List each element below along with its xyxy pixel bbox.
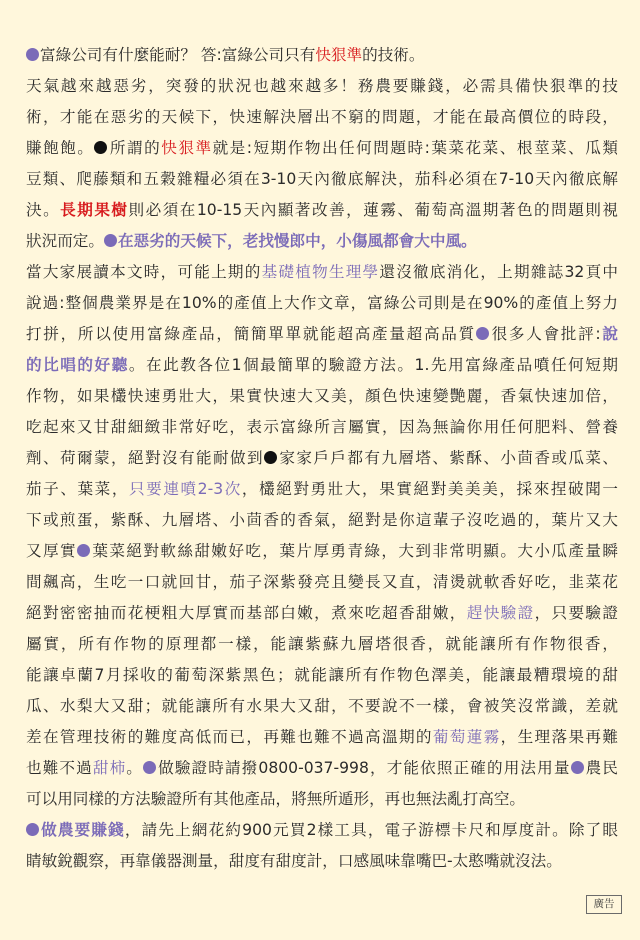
- text-segment: ，請先上網花約900元買2樣工具，電子游標卡尺和厚度計。除了眼: [124, 821, 618, 839]
- article-line: [26, 164, 618, 195]
- article-line: [26, 753, 618, 784]
- text-segment: 豆類、爬藤類和五穀雜糧必須在3-10天內徹底解決，茄科必須在7-10天內徹底解: [26, 170, 618, 188]
- text-segment: 睛敏銳觀察，再靠儀器測量，甜度有甜度計，口感風味靠嘴巴-太憨嘴就沒法。: [26, 852, 562, 870]
- article-line: [26, 381, 618, 412]
- article-line: [26, 629, 618, 660]
- article-line: [26, 257, 618, 288]
- text-segment: 也難不過: [26, 759, 93, 777]
- article-line: [26, 226, 618, 257]
- text-segment: 作物，如果欉快速勇壯大，果實快速大又美，顏色快速變艷麗，香氣快速加倍，: [26, 387, 618, 405]
- text-segment: 說過:整個農業界是在10%的產值上大作文章，富綠公司則是在90%的產值上努力: [26, 294, 618, 312]
- purple-bullet-icon: [77, 544, 90, 557]
- article-line: [26, 660, 618, 691]
- text-segment: 決。: [26, 201, 61, 219]
- article-line: [26, 412, 618, 443]
- article-body: [26, 40, 618, 877]
- text-segment: 可以用同樣的方法驗證所有其他產品，將無所遁形，再也無法亂打高空。: [26, 790, 526, 808]
- article-line: [26, 319, 618, 350]
- article-line: [26, 691, 618, 722]
- advertisement-badge: 廣告: [586, 895, 622, 914]
- article-line: [26, 722, 618, 753]
- purple-bullet-icon: [476, 327, 489, 340]
- text-segment: 吃起來又甘甜細緻非常好吃，表示富綠所言屬實，因為無論你用任何肥料、營養: [26, 418, 618, 436]
- article-line: [26, 598, 618, 629]
- article-line: [26, 350, 618, 381]
- article-line: [26, 474, 618, 505]
- text-segment: 狀況而定。: [26, 232, 104, 250]
- text-segment: 賺飽飽。: [26, 139, 95, 157]
- text-segment: 農民: [584, 759, 618, 777]
- highlighted-text: 快狠準: [315, 46, 363, 64]
- article-line: [26, 443, 618, 474]
- article-line: [26, 102, 618, 133]
- text-segment: 茄子、葉菜，: [26, 480, 129, 498]
- text-segment: 劑、荷爾蒙，絕對沒有能耐做到: [26, 449, 264, 467]
- text-segment: 就是:短期作物出任何問題時:葉菜花菜、根莖菜、瓜類: [212, 139, 618, 157]
- text-segment: 天氣越來越惡劣，突發的狀況也越來越多！務農要賺錢，必需具備快狠準的技: [26, 77, 618, 95]
- text-segment: 則必須在10-15天內顯著改善，蓮霧、葡萄高溫期著色的問題則視: [128, 201, 618, 219]
- text-segment: 做驗證時請撥0800-037-998，才能依照正確的用法用量: [157, 759, 571, 777]
- text-segment: 瓜、水梨大又甜；就能讓所有水果大又甜，不要說不一樣，會被笑沒常識，差就: [26, 697, 618, 715]
- text-segment: 還沒徹底消化，上期雜誌32頁中: [379, 263, 618, 281]
- text-segment: 家家戶戶都有九層塔、紫酥、小茴香或瓜菜、: [278, 449, 618, 467]
- highlighted-text: 只要連噴2-3次: [129, 480, 242, 498]
- text-segment: ，欉絕對勇壯大，果實絕對美美美，採來捏破聞一: [241, 480, 618, 498]
- text-segment: 間飆高，生吃一口就回甘，茄子深紫發亮且變長又直，清燙就軟香好吃，韭菜花: [26, 573, 618, 591]
- text-segment: 。: [126, 759, 144, 777]
- purple-bullet-icon: [571, 761, 584, 774]
- text-segment: 術，才能在惡劣的天候下，快速解決層出不窮的問題，才能在最高價位的時段，: [26, 108, 618, 126]
- highlighted-text: 快狠準: [161, 139, 213, 157]
- text-segment: 屬實，所有作物的原理都一樣，能讓紫蘇九層塔很香，就能讓所有作物很香，: [26, 635, 618, 653]
- text-segment: 葉菜絕對軟絲甜嫩好吃，葉片厚勇青綠，大到非常明顯。大小瓜產量瞬: [91, 542, 618, 560]
- article-line: [26, 71, 618, 102]
- article-line: [26, 567, 618, 598]
- text-segment: 所謂的: [108, 139, 162, 157]
- highlighted-text: 做農要賺錢: [40, 821, 125, 839]
- highlighted-text: 的比唱的好聽: [26, 356, 129, 374]
- article-line: [26, 505, 618, 536]
- highlighted-text: 說: [600, 325, 618, 343]
- text-segment: ，只要驗證: [534, 604, 618, 622]
- purple-bullet-icon: [26, 48, 39, 61]
- highlighted-text: 葡萄蓮霧: [432, 728, 501, 746]
- black-bullet-icon: [94, 141, 107, 154]
- article-line: [26, 815, 618, 846]
- article-line: [26, 288, 618, 319]
- text-segment: 絕對密密抽而花梗粗大厚實而基部白嫩，煮來吃超香甜嫩，: [26, 604, 467, 622]
- article-line: [26, 846, 618, 877]
- article-line: [26, 40, 618, 71]
- article-line: [26, 784, 618, 815]
- text-segment: 又厚實: [26, 542, 77, 560]
- black-bullet-icon: [264, 451, 277, 464]
- article-line: [26, 133, 618, 164]
- text-segment: 很多人會批評:: [489, 325, 601, 343]
- text-segment: 富綠公司有什麼能耐？ 答:富綠公司只有: [40, 46, 316, 64]
- purple-bullet-icon: [104, 234, 117, 247]
- text-segment: ，生理落果再難: [500, 728, 618, 746]
- highlighted-text: 甜柿: [92, 759, 127, 777]
- purple-bullet-icon: [143, 761, 156, 774]
- article-line: [26, 195, 618, 226]
- text-segment: 當大家展讀本文時，可能上期的: [26, 263, 262, 281]
- highlighted-text: 趕快驗證: [466, 604, 535, 622]
- highlighted-text: 在惡劣的天候下，老找慢郎中，小傷風都會大中風。: [117, 232, 477, 250]
- article-line: [26, 536, 618, 567]
- highlighted-text: 長期果樹: [60, 201, 129, 219]
- text-segment: 的技術。: [362, 46, 425, 64]
- text-segment: 差在管理技術的難度高低而已，再難也難不過高溫期的: [26, 728, 433, 746]
- text-segment: 。在此教各位1個最簡單的驗證方法。1.先用富綠產品噴任何短期: [128, 356, 618, 374]
- highlighted-text: 基礎植物生理學: [261, 263, 380, 281]
- text-segment: 能讓卓蘭7月採收的葡萄深紫黑色；就能讓所有作物色澤美，能讓最糟環境的甜: [26, 666, 618, 684]
- text-segment: 打拼，所以使用富綠產品，簡簡單單就能超高產量超高品質: [26, 325, 476, 343]
- purple-bullet-icon: [26, 823, 39, 836]
- text-segment: 下或煎蛋，紫酥、九層塔、小茴香的香氣，絕對是你這輩子沒吃過的，葉片又大: [26, 511, 618, 529]
